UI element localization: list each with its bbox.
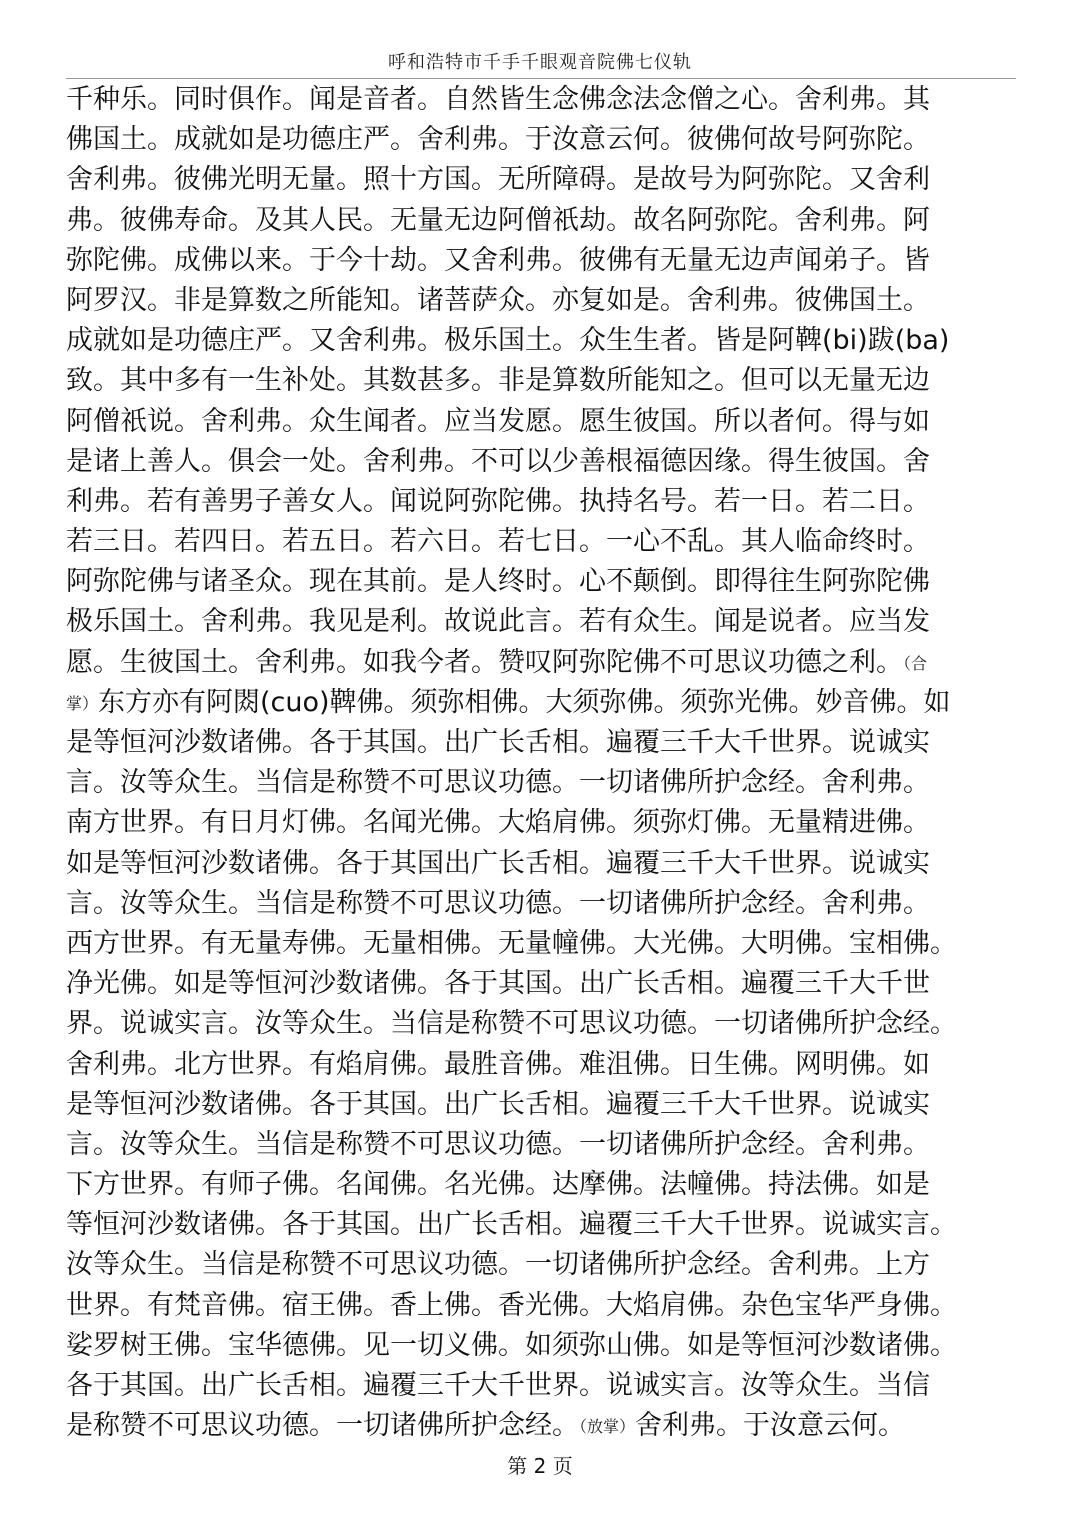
text-line: 等恒河沙数诸佛。各于其国。出广长舌相。遍覆三千大千世界。说诚实言。 xyxy=(66,1209,957,1241)
text-line: 舍利弗。北方世界。有焰肩佛。最胜音佛。难沮佛。日生佛。网明佛。如 xyxy=(66,1048,930,1080)
text-line: 愿。生彼国土。舍利弗。如我今者。赞叹阿弥陀佛不可思议功德之利。（合 xyxy=(66,646,928,678)
page-number: 第 2 页 xyxy=(507,1454,573,1478)
text-line: 世界。有梵音佛。宿王佛。香上佛。香光佛。大焰肩佛。杂色宝华严身佛。 xyxy=(66,1289,957,1321)
text-line: 是等恒河沙数诸佛。各于其国。出广长舌相。遍覆三千大千世界。说诚实 xyxy=(66,1088,930,1120)
text-line: 致。其中多有一生补处。其数甚多。非是算数所能知之。但可以无量无边 xyxy=(66,365,930,397)
text-line: 言。汝等众生。当信是称赞不可思议功德。一切诸佛所护念经。舍利弗。 xyxy=(66,767,930,799)
text-line: 是诸上善人。俱会一处。舍利弗。不可以少善根福德因缘。得生彼国。舍 xyxy=(66,445,930,477)
text-line: 如是等恒河沙数诸佛。各于其国出广长舌相。遍覆三千大千世界。说诚实 xyxy=(66,847,930,879)
text-line: 娑罗树王佛。宝华德佛。见一切义佛。如须弥山佛。如是等恒河沙数诸佛。 xyxy=(66,1329,957,1361)
text-line: 千种乐。同时俱作。闻是音者。自然皆生念佛念法念僧之心。舍利弗。其 xyxy=(66,84,930,115)
text-line: 界。说诚实言。汝等众生。当信是称赞不可思议功德。一切诸佛所护念经。 xyxy=(66,1008,957,1040)
text-line: 若三日。若四日。若五日。若六日。若七日。一心不乱。其人临命终时。 xyxy=(66,526,930,558)
running-header-title: 呼和浩特市千手千眼观音院佛七仪轨 xyxy=(388,52,692,73)
text-line: 是称赞不可思议功德。一切诸佛所护念经。（放掌）舍利弗。于汝意云何。 xyxy=(66,1410,906,1442)
text-line: 言。汝等众生。当信是称赞不可思议功德。一切诸佛所护念经。舍利弗。 xyxy=(66,887,930,919)
text-line: 弗。彼佛寿命。及其人民。无量无边阿僧祇劫。故名阿弥陀。舍利弗。阿 xyxy=(66,204,930,236)
text-line: 阿僧祇说。舍利弗。众生闻者。应当发愿。愿生彼国。所以者何。得与如 xyxy=(66,405,930,437)
text-line: 各于其国。出广长舌相。遍覆三千大千世界。说诚实言。汝等众生。当信 xyxy=(66,1370,930,1401)
text-line: 掌）东方亦有阿閦(cuo)鞞佛。须弥相佛。大须弥佛。须弥光佛。妙音佛。如 xyxy=(66,686,951,718)
text-line: 是等恒河沙数诸佛。各于其国。出广长舌相。遍覆三千大千世界。说诚实 xyxy=(66,727,930,758)
text-line: 言。汝等众生。当信是称赞不可思议功德。一切诸佛所护念经。舍利弗。 xyxy=(66,1128,930,1160)
ritual-note: （放掌） xyxy=(579,1417,636,1437)
text-line: 汝等众生。当信是称赞不可思议功德。一切诸佛所护念经。舍利弗。上方 xyxy=(66,1249,930,1281)
ritual-note: （合 xyxy=(903,653,928,673)
text-line: 西方世界。有无量寿佛。无量相佛。无量幢佛。大光佛。大明佛。宝相佛。 xyxy=(66,927,957,959)
text-line: 下方世界。有师子佛。名闻佛。名光佛。达摩佛。法幢佛。持法佛。如是 xyxy=(66,1169,930,1201)
text-line: 阿罗汉。非是算数之所能知。诸菩萨众。亦复如是。舍利弗。彼佛国土。 xyxy=(66,284,930,316)
text-line: 净光佛。如是等恒河沙数诸佛。各于其国。出广长舌相。遍覆三千大千世 xyxy=(66,968,930,1000)
text-line: 利弗。若有善男子善女人。闻说阿弥陀佛。执持名号。若一日。若二日。 xyxy=(66,485,930,517)
text-line: 阿弥陀佛与诸圣众。现在其前。是人终时。心不颠倒。即得往生阿弥陀佛 xyxy=(66,566,930,598)
text-line: 成就如是功德庄严。又舍利弗。极乐国土。众生生者。皆是阿鞞(bi)跋(ba) xyxy=(66,325,950,357)
text-line: 南方世界。有日月灯佛。名闻光佛。大焰肩佛。须弥灯佛。无量精进佛。 xyxy=(66,807,930,839)
ritual-note: 掌） xyxy=(66,693,99,713)
text-line: 弥陀佛。成佛以来。于今十劫。又舍利弗。彼佛有无量无边声闻弟子。皆 xyxy=(66,244,930,276)
text-line: 佛国土。成就如是功德庄严。舍利弗。于汝意云何。彼佛何故号阿弥陀。 xyxy=(66,124,930,156)
text-line: 极乐国土。舍利弗。我见是利。故说此言。若有众生。闻是说者。应当发 xyxy=(66,606,930,638)
scripture-body xyxy=(66,80,1016,1446)
header-divider xyxy=(66,78,1016,79)
text-line: 舍利弗。彼佛光明无量。照十方国。无所障碍。是故号为阿弥陀。又舍利 xyxy=(66,164,930,196)
